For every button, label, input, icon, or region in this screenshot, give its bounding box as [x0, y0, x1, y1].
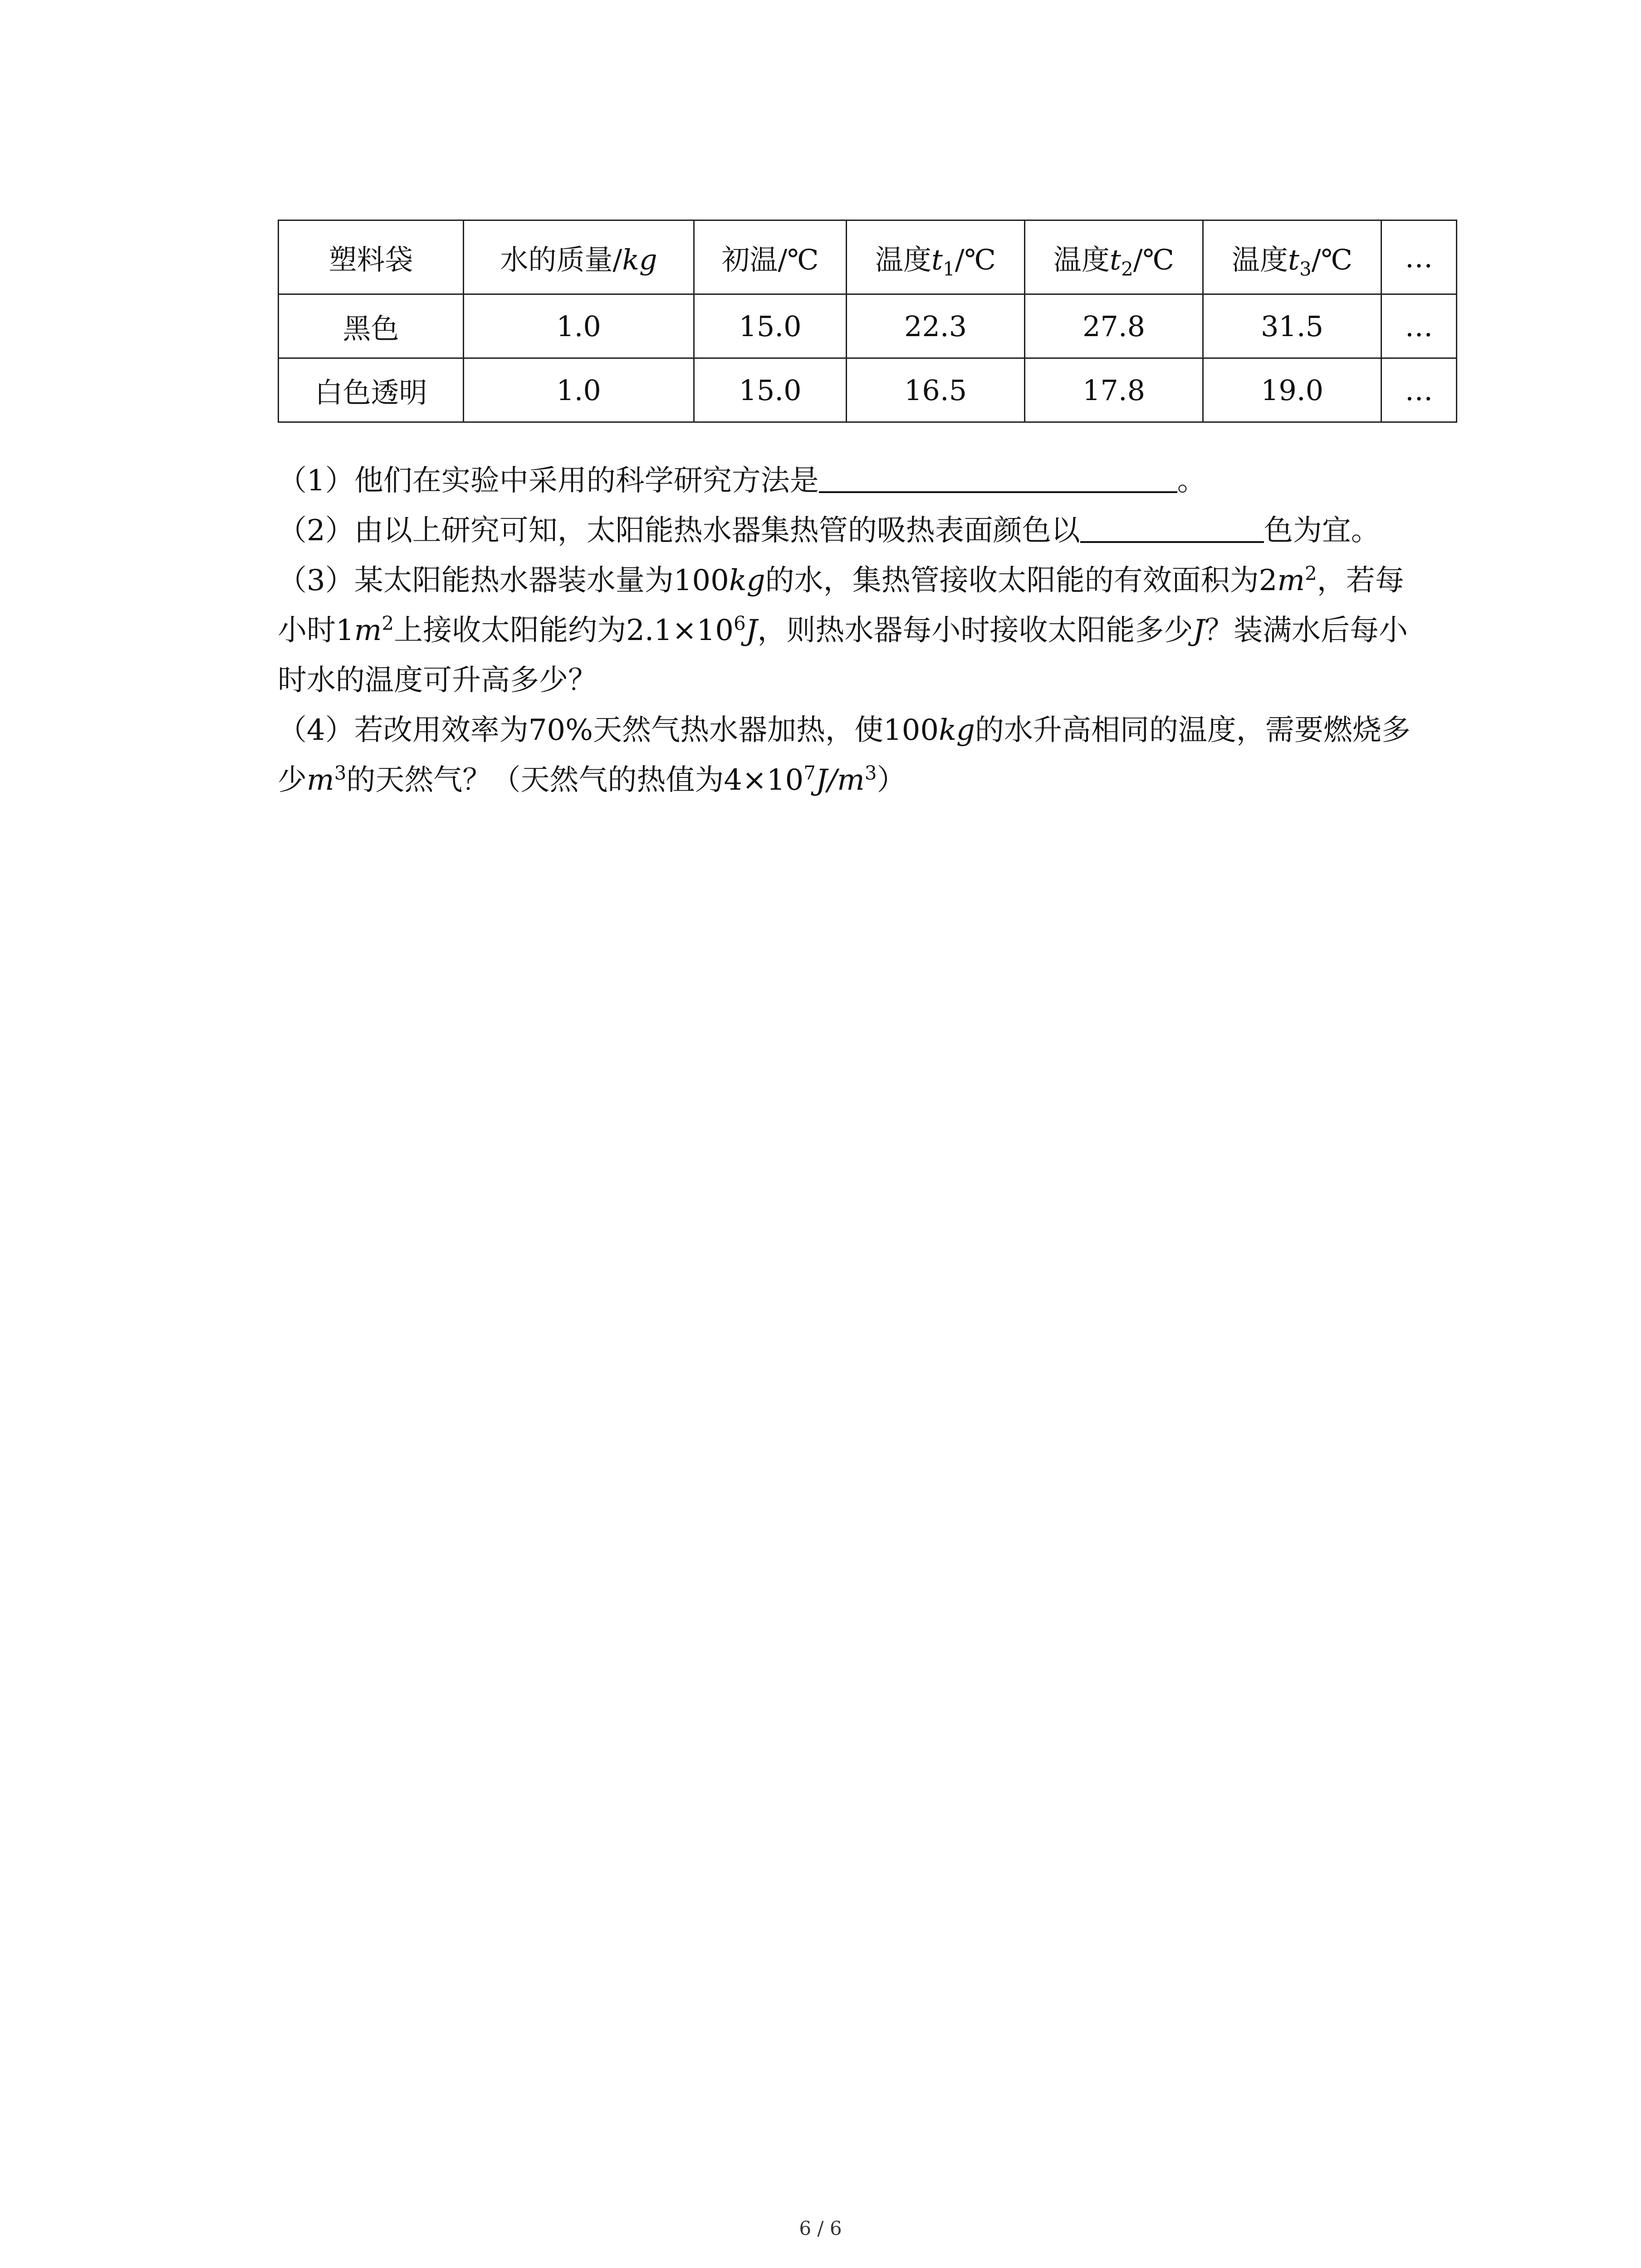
question-4-line-2 — [278, 755, 1446, 805]
header-cell — [1381, 220, 1457, 294]
unit-m: m — [837, 763, 865, 797]
header-cell — [1203, 220, 1381, 294]
header-cell — [694, 220, 847, 294]
table-cell: 15.0 — [694, 294, 847, 358]
question-3-line-2 — [278, 606, 1446, 655]
ellipsis: … — [1405, 240, 1433, 274]
question-3-text: ，若每 — [1317, 564, 1404, 597]
header-label: 塑料袋 — [328, 243, 413, 276]
question-3-text: 时水的温度可升高多少？ — [278, 664, 597, 697]
question-block — [278, 456, 1446, 805]
unit-label: kg — [622, 243, 657, 276]
question-3-line-3 — [278, 655, 1446, 705]
question-2-end: 色为宜。 — [1264, 514, 1380, 547]
question-4-text: 少 — [278, 763, 307, 797]
question-3-text: ，则热水器每小时接收太阳能多少 — [757, 614, 1193, 647]
table-cell: 1.0 — [464, 294, 694, 358]
page-number: 6 / 6 — [799, 2217, 842, 2239]
table-cell: 黑色 — [279, 294, 464, 358]
table-cell: 1.0 — [464, 358, 694, 422]
unit-m: m — [307, 763, 334, 797]
superscript: 7 — [803, 762, 816, 784]
subscript: 3 — [1299, 257, 1312, 280]
unit-j: J — [1193, 614, 1205, 647]
table-cell: 白色透明 — [279, 358, 464, 422]
unit-kg: kg — [939, 714, 975, 747]
header-label: 温度 — [875, 243, 932, 276]
question-3-text: 小时1 — [278, 614, 354, 647]
table-cell: 16.5 — [847, 358, 1025, 422]
table-cell: … — [1381, 358, 1457, 422]
variable-label: t — [1288, 243, 1299, 276]
header-cell — [1025, 220, 1203, 294]
unit-j: J — [745, 614, 758, 647]
table-cell: 19.0 — [1203, 358, 1381, 422]
question-1-end: 。 — [1177, 464, 1206, 498]
header-unit: /℃ — [955, 243, 996, 276]
answer-blank-1[interactable] — [819, 463, 1177, 493]
question-3-text: 的水，集热管接收太阳能的有效面积为2 — [765, 564, 1278, 597]
header-label: 水的质量/ — [500, 243, 622, 276]
superscript: 2 — [1305, 562, 1317, 585]
superscript: 3 — [334, 762, 347, 784]
table-row — [279, 358, 1457, 422]
header-label: 温度 — [1053, 243, 1110, 276]
table-row — [279, 294, 1457, 358]
question-3-text: 上接收太阳能约为2.1×10 — [394, 614, 734, 647]
unit-kg: kg — [729, 564, 765, 597]
header-cell — [847, 220, 1025, 294]
table-cell: … — [1381, 294, 1457, 358]
question-1-text: （1）他们在实验中采用的科学研究方法是 — [278, 464, 819, 498]
header-cell — [279, 220, 464, 294]
question-4-line-1 — [278, 705, 1446, 755]
table-cell: 27.8 — [1025, 294, 1203, 358]
header-cell — [464, 220, 694, 294]
question-3-text: （3）某太阳能热水器装水量为100 — [278, 564, 729, 597]
table-cell: 15.0 — [694, 358, 847, 422]
question-3-line-1 — [278, 556, 1446, 606]
header-unit: /℃ — [1133, 243, 1174, 276]
superscript: 3 — [864, 762, 877, 784]
unit-slash: / — [827, 763, 838, 797]
question-4-text: （4）若改用效率为70%天然气热水器加热，使100 — [278, 714, 939, 747]
question-4-text: 的水升高相同的温度，需要燃烧多 — [975, 714, 1411, 747]
subscript: 2 — [1121, 257, 1133, 280]
subscript: 1 — [942, 257, 955, 280]
superscript: 6 — [733, 612, 746, 635]
question-3-text: ？装满水后每小 — [1205, 614, 1408, 647]
superscript: 2 — [382, 612, 394, 635]
question-1 — [278, 456, 1446, 506]
table-cell: 31.5 — [1203, 294, 1381, 358]
answer-blank-2[interactable] — [1080, 513, 1264, 543]
unit-m: m — [354, 614, 382, 647]
unit-j: J — [815, 763, 828, 797]
question-2 — [278, 506, 1446, 556]
data-table — [278, 220, 1457, 423]
header-unit: /℃ — [1311, 243, 1352, 276]
table-cell: 22.3 — [847, 294, 1025, 358]
table-cell: 17.8 — [1025, 358, 1203, 422]
table-header-row — [279, 220, 1457, 294]
question-2-text: （2）由以上研究可知，太阳能热水器集热管的吸热表面颜色以 — [278, 514, 1080, 547]
variable-label: t — [1110, 243, 1121, 276]
variable-label: t — [931, 243, 943, 276]
question-4-text: 的天然气？（天然气的热值为4×10 — [346, 763, 804, 797]
question-4-end: ） — [877, 763, 906, 797]
header-label: 温度 — [1232, 243, 1288, 276]
unit-m: m — [1277, 564, 1305, 597]
header-label: 初温/℃ — [721, 243, 819, 276]
